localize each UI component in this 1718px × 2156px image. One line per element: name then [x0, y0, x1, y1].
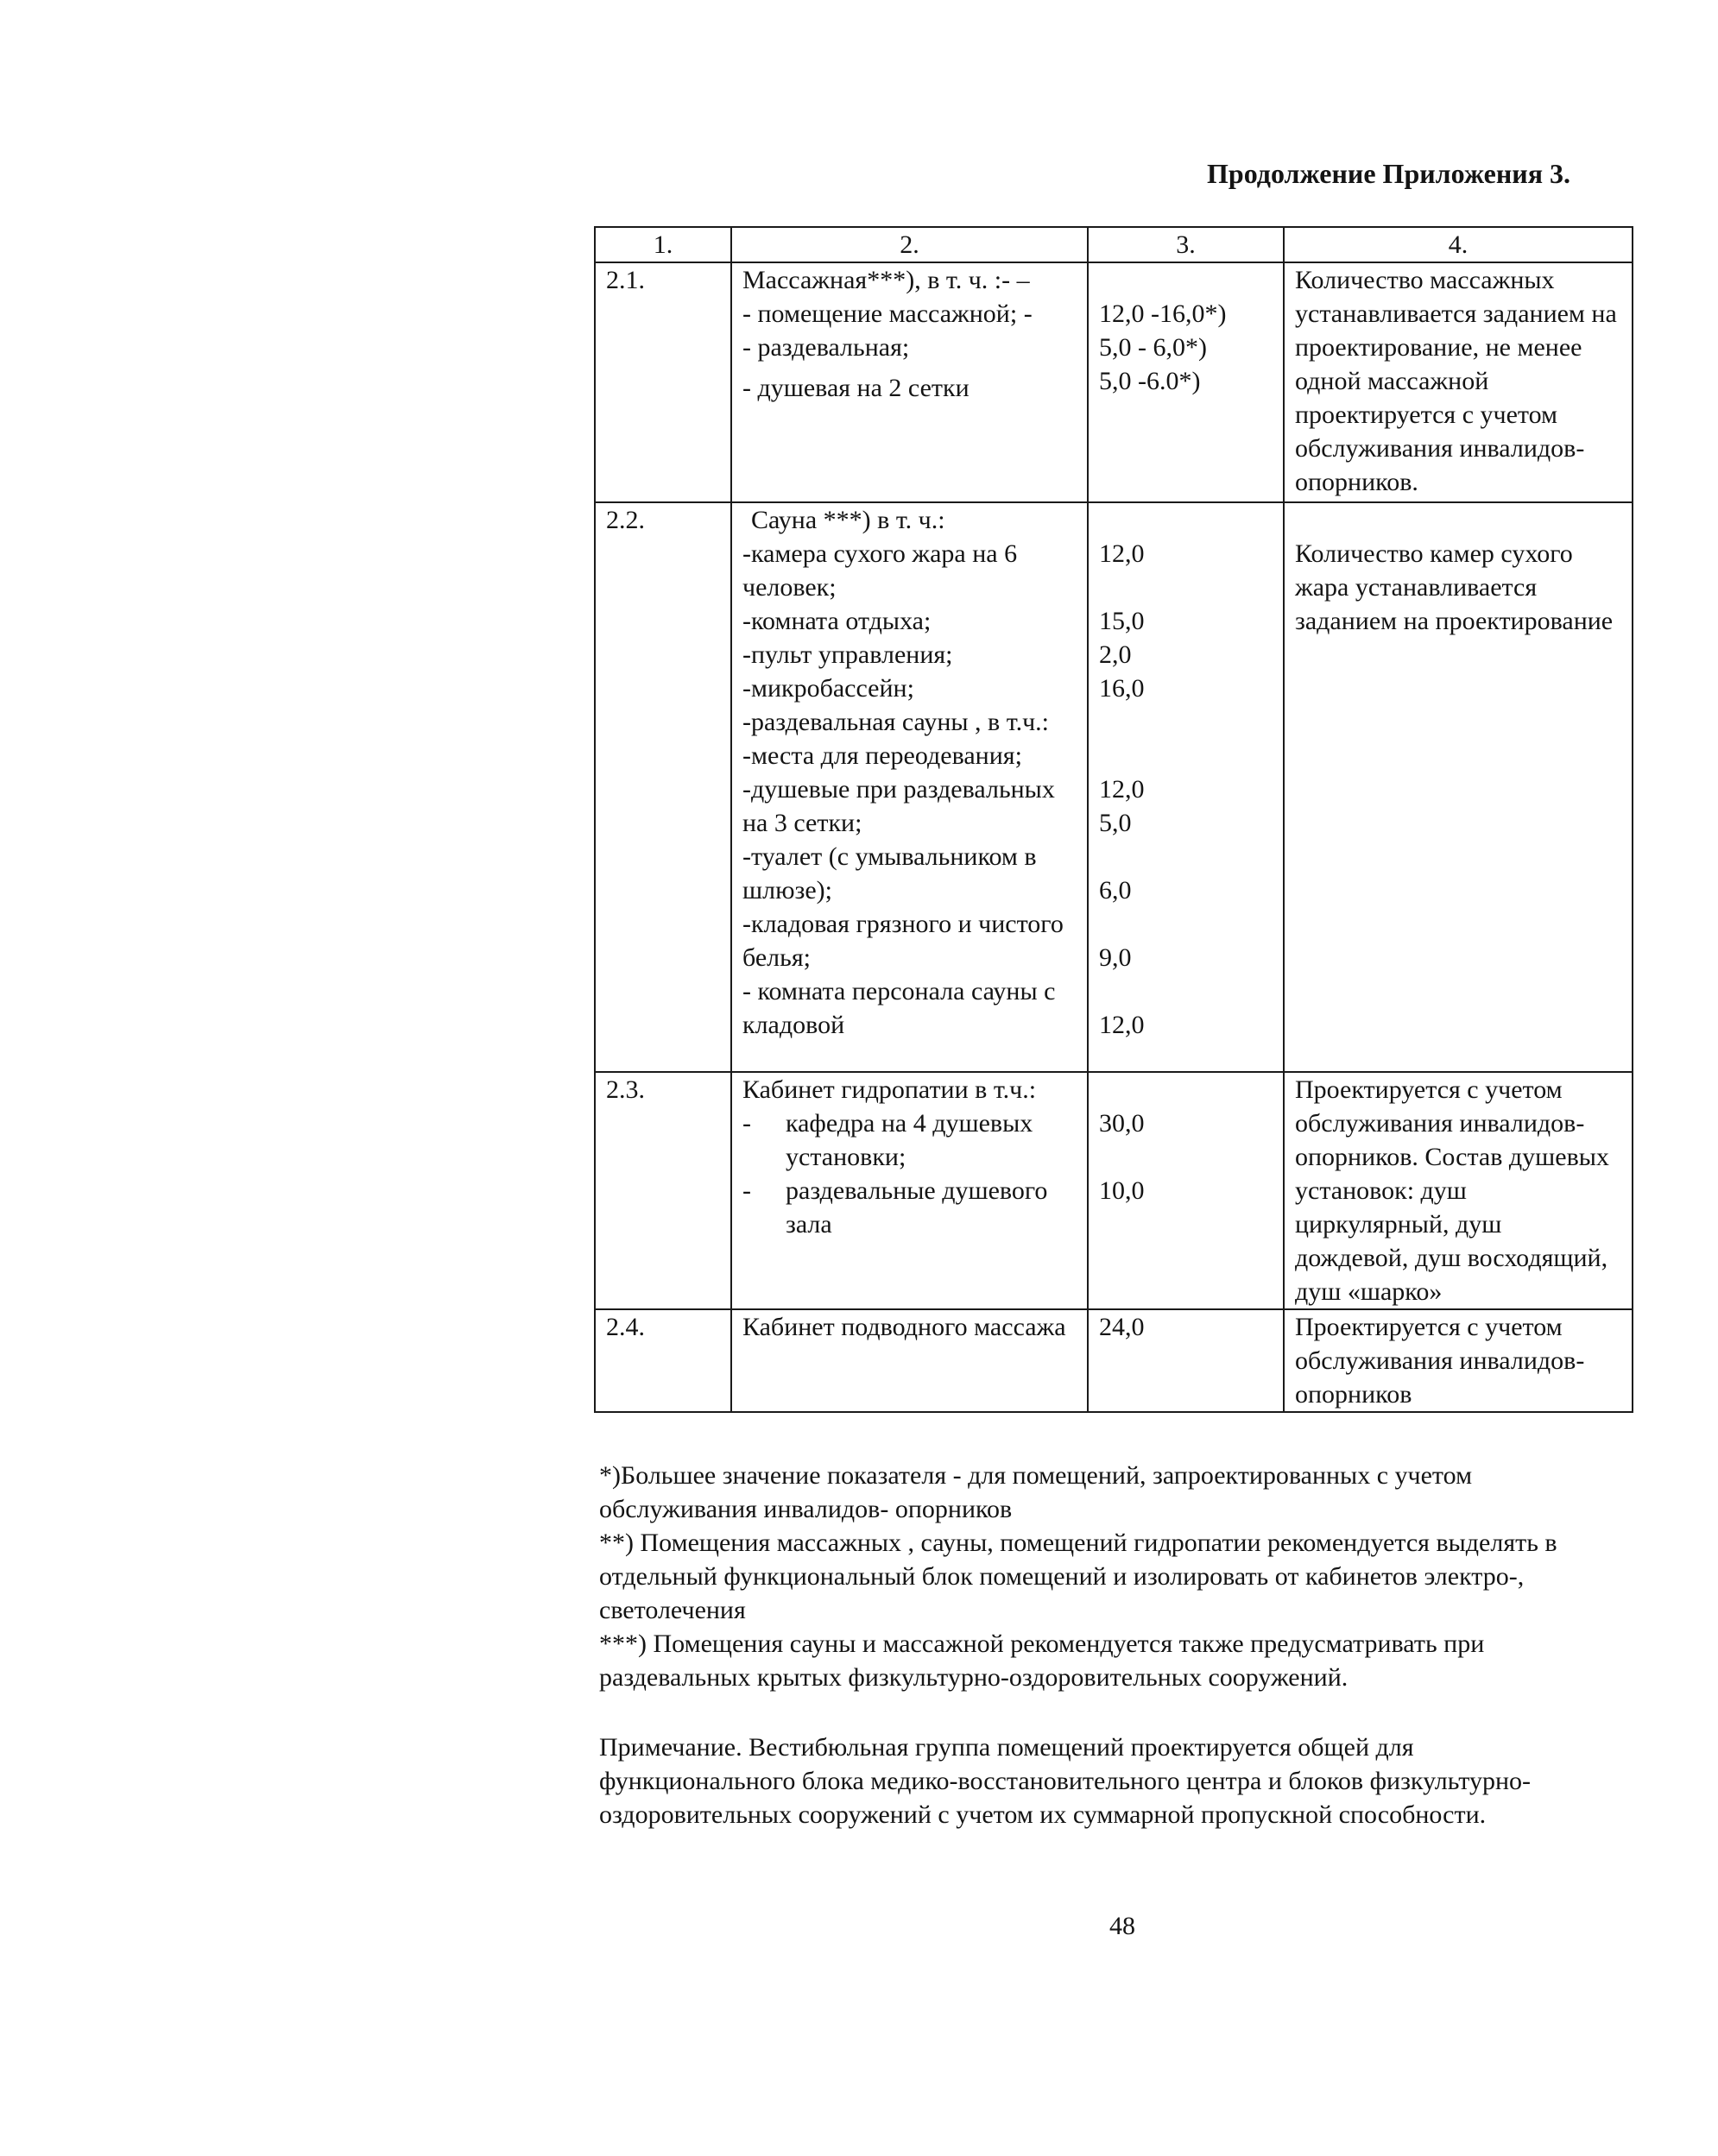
room-item: -камера сухого жара на 6 человек;	[742, 539, 1018, 602]
area-value: 5,0	[1099, 809, 1132, 837]
room-item: Массажная***), в т. ч. :- –	[742, 266, 1030, 294]
area-value: 9,0	[1099, 943, 1132, 972]
table-row	[595, 1309, 1633, 1412]
footnote: **) Помещения массажных , сауны, помещений гидропатии рекомендуется выделять в отдельный функциональный блок помещений и изолировать от кабинетов электро-, светолечения	[599, 1529, 1557, 1624]
room-list	[731, 262, 1088, 502]
column-header: 3.	[1088, 227, 1284, 262]
area-value: 16,0	[1099, 674, 1145, 703]
room-item: Кабинет гидропатии в т.ч.:	[742, 1075, 1037, 1104]
page-number: 48	[1109, 1912, 1135, 1940]
table-row	[595, 262, 1633, 502]
footnote: *)Большее значение показателя - для помещений, запроектированных с учетом обслуживания инвалидов- опорников	[599, 1461, 1473, 1523]
row-number: 2.1.	[595, 262, 731, 502]
area-value: 12,0	[1099, 1011, 1145, 1039]
room-item: - раздевальные душевого зала	[742, 1176, 1048, 1239]
area-value: 5,0 -6.0*)	[1099, 367, 1201, 395]
row-number: 2.3.	[595, 1072, 731, 1309]
continuation-heading: Продолжение Приложения 3.	[1207, 158, 1570, 189]
area-value: 12,0	[1099, 775, 1145, 804]
area-value: 6,0	[1099, 876, 1132, 905]
row-note: Проектируется с учетом обслуживания инвалидов-опорников. Состав душевых установок: душ циркулярный, душ дождевой, душ восходящий, душ «шарко»	[1284, 1072, 1633, 1309]
room-item: - кафедра на 4 душевых установки;	[742, 1109, 1033, 1171]
row-number: 2.2.	[595, 502, 731, 1072]
room-item: - помещение массажной; -	[742, 299, 1033, 328]
remark: Примечание. Вестибюльная группа помещений проектируется общей для функционального блока медико-восстановительного центра и блоков физкультурно-оздоровительных сооружений с учетом их суммарной пропускной способности.	[599, 1733, 1532, 1829]
area-value: 15,0	[1099, 607, 1145, 635]
area-values	[1088, 1309, 1284, 1412]
area-value: 12,0 -16,0*)	[1099, 299, 1227, 328]
premises-table	[594, 226, 1633, 1413]
row-number: 2.4.	[595, 1309, 731, 1412]
room-item: - душевая на 2 сетки	[742, 374, 970, 402]
row-note: Проектируется с учетом обслуживания инвалидов-опорников	[1284, 1309, 1633, 1412]
row-note: Количество массажных устанавливается заданием на проектирование, не менее одной массажной проектируется с учетом обслуживания инвалидов-опорников.	[1284, 262, 1633, 502]
area-values	[1088, 262, 1284, 502]
room-item: -туалет (с умывальником в шлюзе);	[742, 842, 1037, 905]
area-value: 24,0	[1099, 1313, 1145, 1341]
area-value: 12,0	[1099, 539, 1145, 568]
room-item: -пульт управления;	[742, 640, 953, 669]
room-list	[731, 1309, 1088, 1412]
row-note: Количество камер сухого жара устанавливается заданием на проектирование	[1284, 502, 1633, 1072]
area-value: 2,0	[1099, 640, 1132, 669]
column-header: 4.	[1284, 227, 1633, 262]
room-item: Сауна ***) в т. ч.:	[751, 506, 945, 534]
room-item: -места для переодевания;	[742, 741, 1022, 770]
room-item: -кладовая грязного и чистого белья;	[742, 910, 1064, 972]
area-value: 30,0	[1099, 1109, 1145, 1138]
room-item: -раздевальная сауны , в т.ч.:	[742, 708, 1049, 736]
room-item: -душевые при раздевальных на 3 сетки;	[742, 775, 1055, 837]
footnote: ***) Помещения сауны и массажной рекомендуется также предусматривать при раздевальных крытых физкультурно-оздоровительных сооружений.	[599, 1630, 1485, 1692]
room-list	[731, 502, 1088, 1072]
column-header: 2.	[731, 227, 1088, 262]
room-item: - комната персонала сауны с кладовой	[742, 977, 1056, 1039]
room-item: -комната отдыха;	[742, 607, 932, 635]
column-header: 1.	[595, 227, 731, 262]
table-row	[595, 1072, 1633, 1309]
footnotes	[599, 1459, 1592, 1694]
room-item: Кабинет подводного массажа	[742, 1313, 1066, 1341]
table-header-row	[595, 227, 1633, 262]
area-value: 10,0	[1099, 1176, 1145, 1205]
area-values	[1088, 502, 1284, 1072]
room-item: - раздевальная;	[742, 333, 910, 362]
table-row	[595, 502, 1633, 1072]
room-item: -микробассейн;	[742, 674, 914, 703]
area-values	[1088, 1072, 1284, 1309]
area-value: 5,0 - 6,0*)	[1099, 333, 1207, 362]
room-list	[731, 1072, 1088, 1309]
